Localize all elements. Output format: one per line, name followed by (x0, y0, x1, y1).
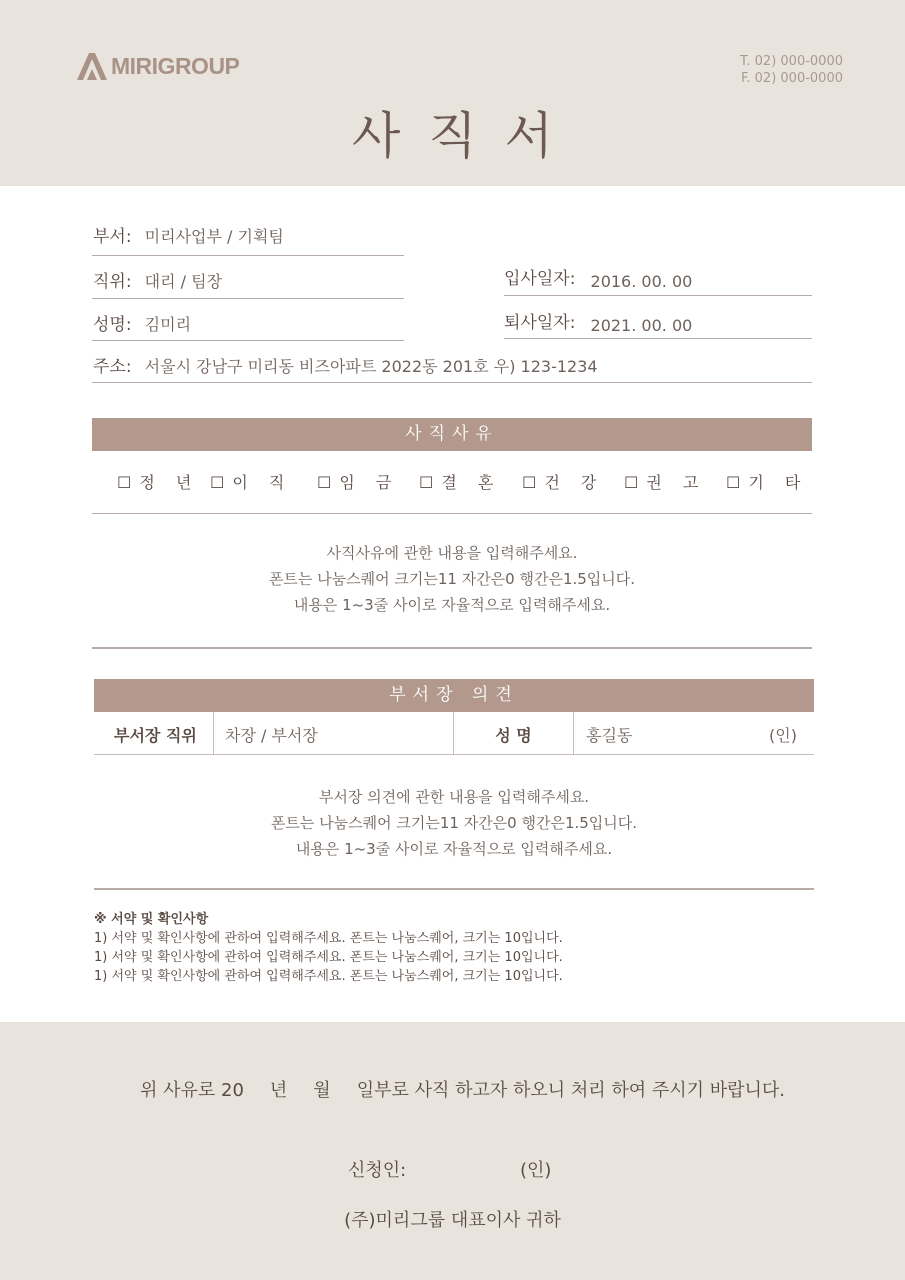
dept-underline (92, 255, 404, 256)
join-date-value: 2016. 00. 00 (590, 272, 693, 291)
reason-options (92, 470, 812, 494)
reason-section-header: 사직사유 (92, 418, 812, 451)
statement-prefix: 위 사유로 20 (140, 1080, 244, 1101)
reason-text (92, 540, 812, 618)
logo-text: MIRIGROUP (111, 52, 240, 79)
reason-line: 내용은 1~3줄 사이로 자율적으로 입력해주세요. (293, 596, 611, 614)
notes-title: ※ 서약 및 확인사항 (94, 912, 209, 927)
reason-line: 폰트는 나눔스퀘어 크기는11 자간은0 행간은1.5입니다. (268, 570, 636, 588)
footer-band (0, 1022, 905, 1280)
recipient-line: (주)미리그룹 대표이사 귀하 (344, 1210, 561, 1231)
notes-line: 1) 서약 및 확인사항에 관하여 입력해주세요. 폰트는 나눔스퀘어, 크기는 10입니다. (94, 950, 563, 965)
reason-option-marriage[interactable]: ☐결 혼 (419, 473, 502, 492)
opinion-name-value: 홍길동 (586, 726, 633, 745)
address-row (93, 352, 598, 377)
address-label: 주소: (93, 357, 132, 377)
statement-month: 월 (313, 1080, 331, 1101)
opinion-section-header: 부서장 의견 (94, 679, 814, 712)
leave-date-label: 퇴사일자: (504, 313, 576, 333)
join-date-underline (504, 295, 812, 296)
contact-info (740, 53, 843, 87)
reason-bottom-rule (92, 647, 812, 649)
join-date-row (504, 264, 692, 289)
reason-option-wage[interactable]: ☐임 금 (317, 473, 400, 492)
notes-line: 1) 서약 및 확인사항에 관하여 입력해주세요. 폰트는 나눔스퀘어, 크기는 10입니다. (94, 931, 563, 946)
opinion-line: 폰트는 나눔스퀘어 크기는11 자간은0 행간은1.5입니다. (270, 814, 638, 832)
leave-date-row (504, 308, 692, 333)
fax-number: F. 02) 000-0000 (741, 71, 843, 86)
address-underline (92, 382, 812, 383)
statement-suffix: 일부로 사직 하고자 하오니 처리 하여 주시기 바랍니다. (356, 1080, 785, 1101)
logo-mark-icon (75, 51, 109, 81)
company-logo (75, 50, 239, 82)
opinion-text (94, 784, 814, 862)
position-underline (92, 298, 404, 299)
reason-option-other[interactable]: ☐기 타 (726, 473, 809, 492)
name-label: 성명: (93, 315, 132, 335)
resignation-statement (140, 1076, 785, 1102)
reason-option-retirement[interactable]: ☐정 년 (117, 473, 200, 492)
opinion-line: 내용은 1~3줄 사이로 자율적으로 입력해주세요. (295, 840, 613, 858)
reason-option-job-change[interactable]: ☐이 직 (210, 473, 293, 492)
table-divider (573, 712, 574, 754)
opinion-name-label: 성 명 (495, 726, 532, 745)
opinion-bottom-rule (94, 888, 814, 890)
name-value: 김미리 (144, 315, 192, 334)
statement-year: 년 (269, 1080, 288, 1101)
name-row (93, 310, 191, 335)
opinion-position-value: 차장 / 부서장 (225, 726, 318, 745)
tel-number: T. 02) 000-0000 (740, 54, 843, 69)
join-date-label: 입사일자: (504, 269, 576, 289)
position-row (93, 267, 222, 292)
notes-line: 1) 서약 및 확인사항에 관하여 입력해주세요. 폰트는 나눔스퀘어, 크기는 10입니다. (94, 969, 563, 984)
reason-line: 사직사유에 관한 내용을 입력해주세요. (326, 544, 578, 562)
dept-label: 부서: (93, 227, 132, 247)
position-value: 대리 / 팀장 (144, 272, 223, 291)
name-underline (92, 340, 404, 341)
opinion-line: 부서장 의견에 관한 내용을 입력해주세요. (318, 788, 590, 806)
dept-value: 미리사업부 / 기획팀 (144, 227, 284, 246)
table-divider (213, 712, 214, 754)
reason-options-divider (92, 513, 812, 514)
applicant-seal: (인) (520, 1160, 552, 1181)
leave-date-value: 2021. 00. 00 (590, 316, 693, 335)
applicant-label: 신청인: (348, 1160, 407, 1181)
pledge-notes (94, 910, 563, 986)
document-title: 사직서 (352, 107, 581, 165)
leave-date-underline (504, 338, 812, 339)
opinion-seal: (인) (769, 726, 797, 745)
dept-row (93, 222, 284, 247)
position-label: 직위: (93, 272, 132, 292)
opinion-position-label: 부서장 직위 (114, 726, 197, 745)
reason-option-recommendation[interactable]: ☐권 고 (624, 473, 707, 492)
address-value: 서울시 강남구 미리동 비즈아파트 2022동 201호 우) 123-1234 (144, 357, 598, 376)
opinion-table (94, 712, 814, 755)
reason-option-health[interactable]: ☐건 강 (522, 473, 605, 492)
